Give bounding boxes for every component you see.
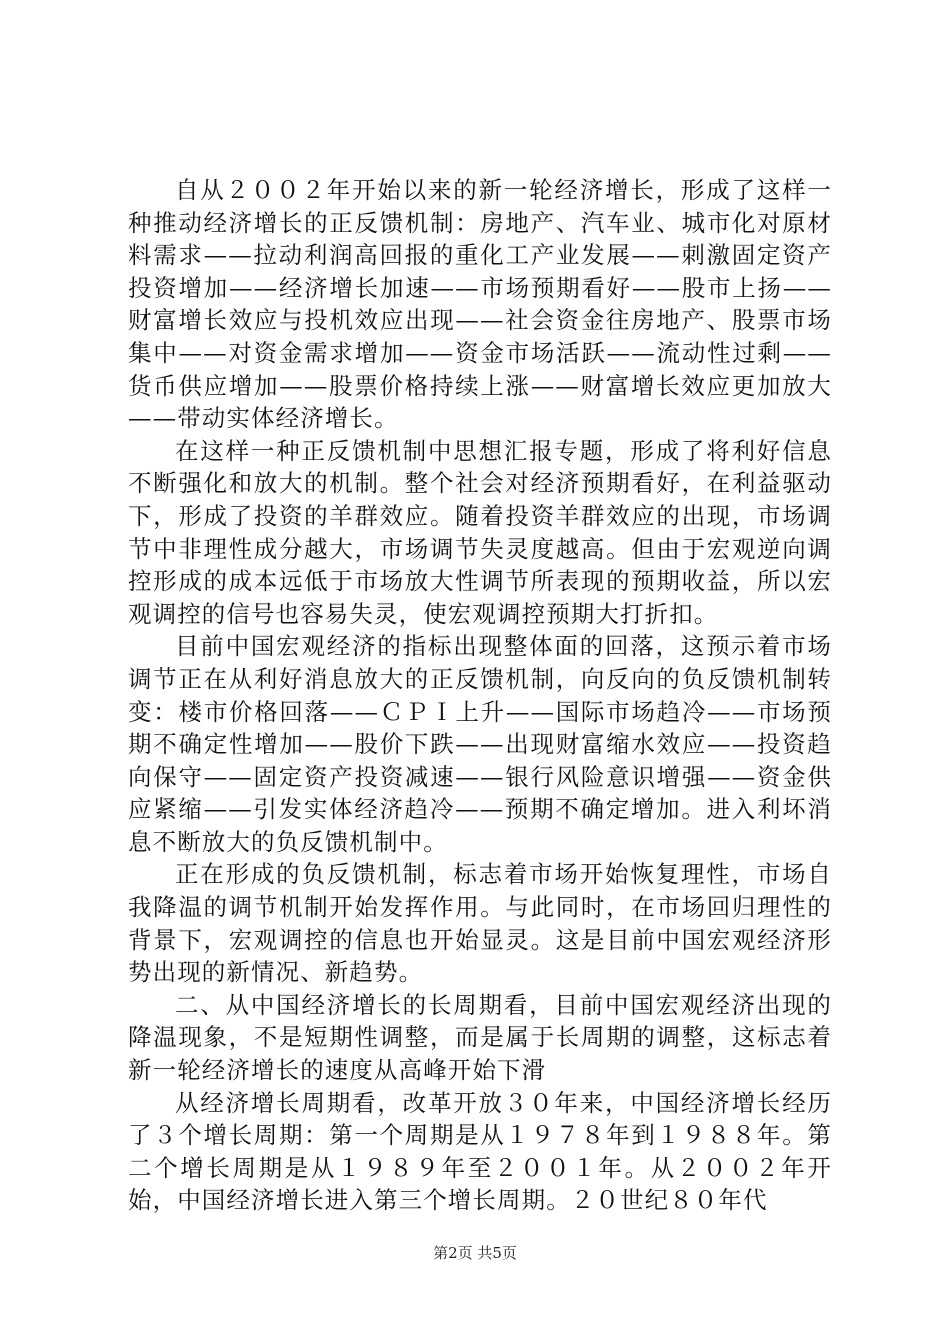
paragraph-6: 从经济增长周期看，改革开放３０年来，中国经济增长经历了３个增长周期：第一个周期是从１９７８年到１９８８年。第二个增长周期是从１９８９年至２００１年。从２００２年开始，中国经济增长进入第三个增长周期。２０世纪８０年代 xyxy=(128,1088,832,1215)
paragraph-5-section-heading: 二、从中国经济增长的长周期看，目前中国宏观经济出现的降温现象，不是短期性调整，而是属于长周期的调整，这标志着新一轮经济增长的速度从高峰开始下滑 xyxy=(128,990,832,1085)
page-footer: 第2页 共5页 xyxy=(433,1244,517,1262)
paragraph-4: 正在形成的负反馈机制，标志着市场开始恢复理性，市场自我降温的调节机制开始发挥作用。与此同时，在市场回归理性的背景下，宏观调控的信息也开始显灵。这是目前中国宏观经济形势出现的新情况、新趋势。 xyxy=(128,860,832,987)
paragraph-2: 在这样一种正反馈机制中思想汇报专题，形成了将利好信息不断强化和放大的机制。整个社会对经济预期看好，在利益驱动下，形成了投资的羊群效应。随着投资羊群效应的出现，市场调节中非理性成分越大，市场调节失灵度越高。但由于宏观逆向调控形成的成本远低于市场放大性调节所表现的预期收益，所以宏观调控的信号也容易失灵，使宏观调控预期大打折扣。 xyxy=(128,436,832,628)
paragraph-1: 自从２００２年开始以来的新一轮经济增长，形成了这样一种推动经济增长的正反馈机制：房地产、汽车业、城市化对原材料需求——拉动利润高回报的重化工产业发展——刺激固定资产投资增加——经济增长加速——市场预期看好——股市上扬——财富增长效应与投机效应出现——社会资金往房地产、股票市场集中——对资金需求增加——资金市场活跃——流动性过剩——货币供应增加——股票价格持续上涨——财富增长效应更加放大——带动实体经济增长。 xyxy=(128,176,832,433)
body-text xyxy=(128,174,832,1217)
paragraph-3: 目前中国宏观经济的指标出现整体面的回落，这预示着市场调节正在从利好消息放大的正反馈机制，向反向的负反馈机制转变：楼市价格回落——ＣＰＩ上升——国际市场趋冷——市场预期不确定性增加——股价下跌——出现财富缩水效应——投资趋向保守——固定资产投资减速——银行风险意识增强——资金供应紧缩——引发实体经济趋冷——预期不确定增加。进入利坏消息不断放大的负反馈机制中。 xyxy=(128,632,832,856)
